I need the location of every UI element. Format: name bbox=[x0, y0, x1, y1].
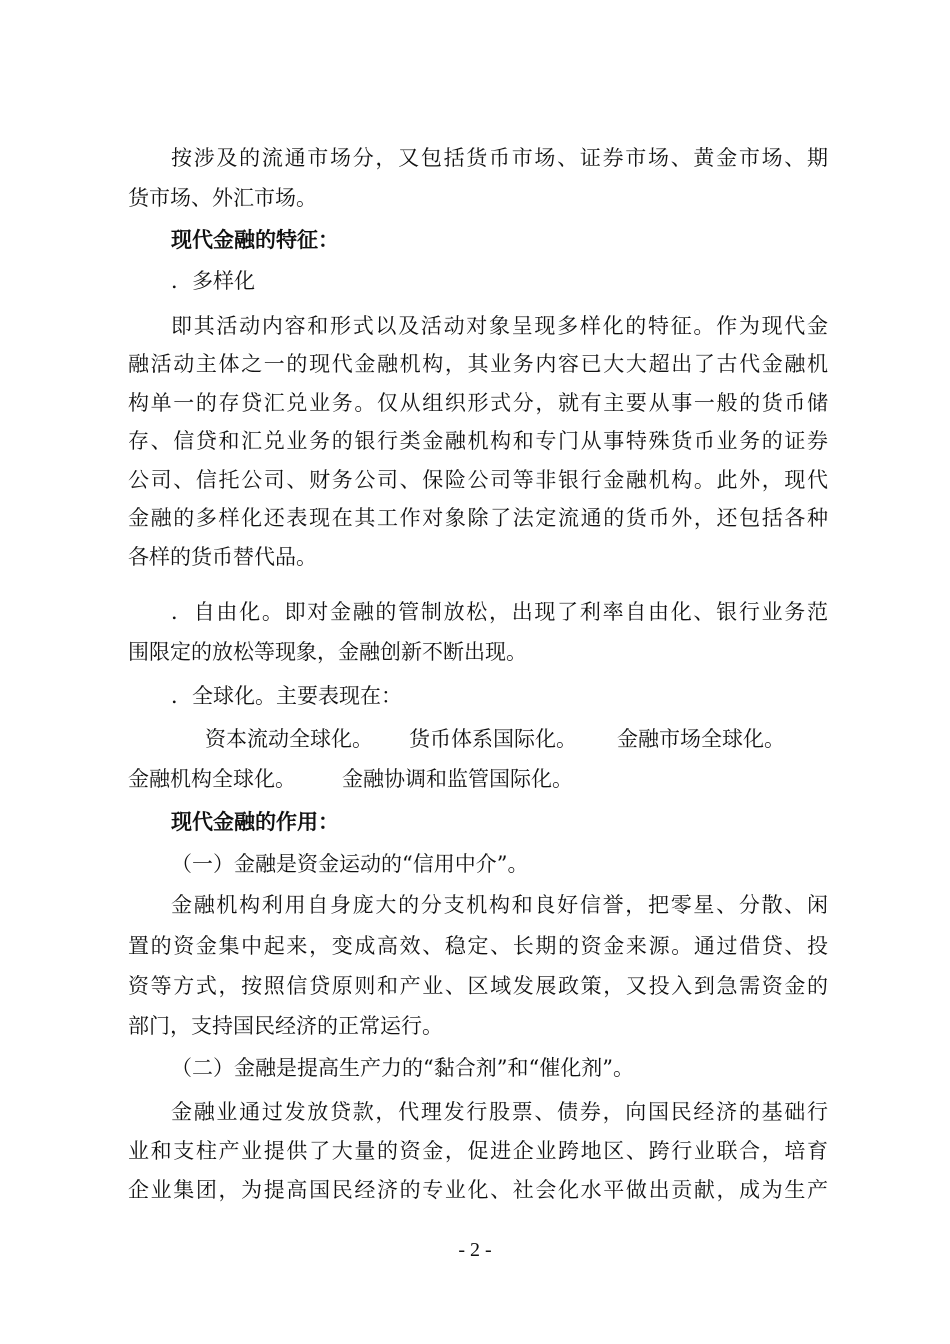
list-item: 金融市场全球化。 bbox=[617, 727, 785, 751]
list-row bbox=[205, 724, 828, 754]
paragraph-line: 业和支柱产业提供了大量的资金，促进企业跨地区、跨行业联合，培育 bbox=[128, 1139, 828, 1163]
paragraph-line: 各样的货币替代品。 bbox=[128, 545, 317, 569]
paragraph-line: 置的资金集中起来，变成高效、稳定、长期的资金来源。通过借贷、投 bbox=[128, 934, 828, 958]
paragraph-line: 金融机构利用自身庞大的分支机构和良好信誉，把零星、分散、闲 bbox=[171, 893, 828, 917]
paragraph-line: 融活动主体之一的现代金融机构，其业务内容已大大超出了古代金融机 bbox=[128, 352, 828, 376]
section-heading: 现代金融的特征： bbox=[171, 227, 339, 252]
section-heading: 现代金融的作用： bbox=[171, 809, 339, 834]
paragraph-line: 即其活动内容和形式以及活动对象呈现多样化的特征。作为现代金 bbox=[171, 314, 828, 338]
subheading: （二）金融是提高生产力的“黏合剂”和“催化剂”。 bbox=[171, 1056, 634, 1080]
list-item: 金融协调和监管国际化。 bbox=[342, 767, 573, 791]
paragraph-line: 构单一的存贷汇兑业务。仅从组织形式分，就有主要从事一般的货币储 bbox=[128, 391, 828, 415]
list-item: 货币体系国际化。 bbox=[409, 727, 577, 751]
list-item: 金融机构全球化。 bbox=[128, 767, 296, 791]
paragraph-line: 金融的多样化还表现在其工作对象除了法定流通的货币外，还包括各种 bbox=[128, 506, 828, 530]
paragraph-line: 货市场、外汇市场。 bbox=[128, 186, 317, 210]
subheading: （一）金融是资金运动的“信用中介”。 bbox=[171, 852, 529, 876]
page-number: - 2 - bbox=[458, 1239, 492, 1261]
list-row bbox=[128, 764, 828, 794]
paragraph-line: ．全球化。主要表现在： bbox=[171, 684, 402, 708]
paragraph-line: 公司、信托公司、财务公司、保险公司等非银行金融机构。此外，现代 bbox=[128, 468, 828, 492]
subheading: ．多样化 bbox=[171, 269, 255, 293]
list-item: 资本流动全球化。 bbox=[205, 727, 373, 751]
paragraph-line: ．自由化。即对金融的管制放松，出现了利率自由化、银行业务范 bbox=[171, 600, 828, 624]
paragraph-line: 按涉及的流通市场分，又包括货币市场、证券市场、黄金市场、期 bbox=[171, 146, 828, 170]
paragraph-line: 资等方式，按照信贷原则和产业、区域发展政策，又投入到急需资金的 bbox=[128, 974, 828, 998]
paragraph-line: 部门，支持国民经济的正常运行。 bbox=[128, 1014, 443, 1038]
paragraph-line: 存、信贷和汇兑业务的银行类金融机构和专门从事特殊货币业务的证券 bbox=[128, 429, 828, 453]
paragraph-line: 金融业通过发放贷款，代理发行股票、债券，向国民经济的基础行 bbox=[171, 1100, 828, 1124]
paragraph-line: 围限定的放松等现象，金融创新不断出现。 bbox=[128, 640, 527, 664]
paragraph-line: 企业集团，为提高国民经济的专业化、社会化水平做出贡献，成为生产 bbox=[128, 1178, 828, 1202]
